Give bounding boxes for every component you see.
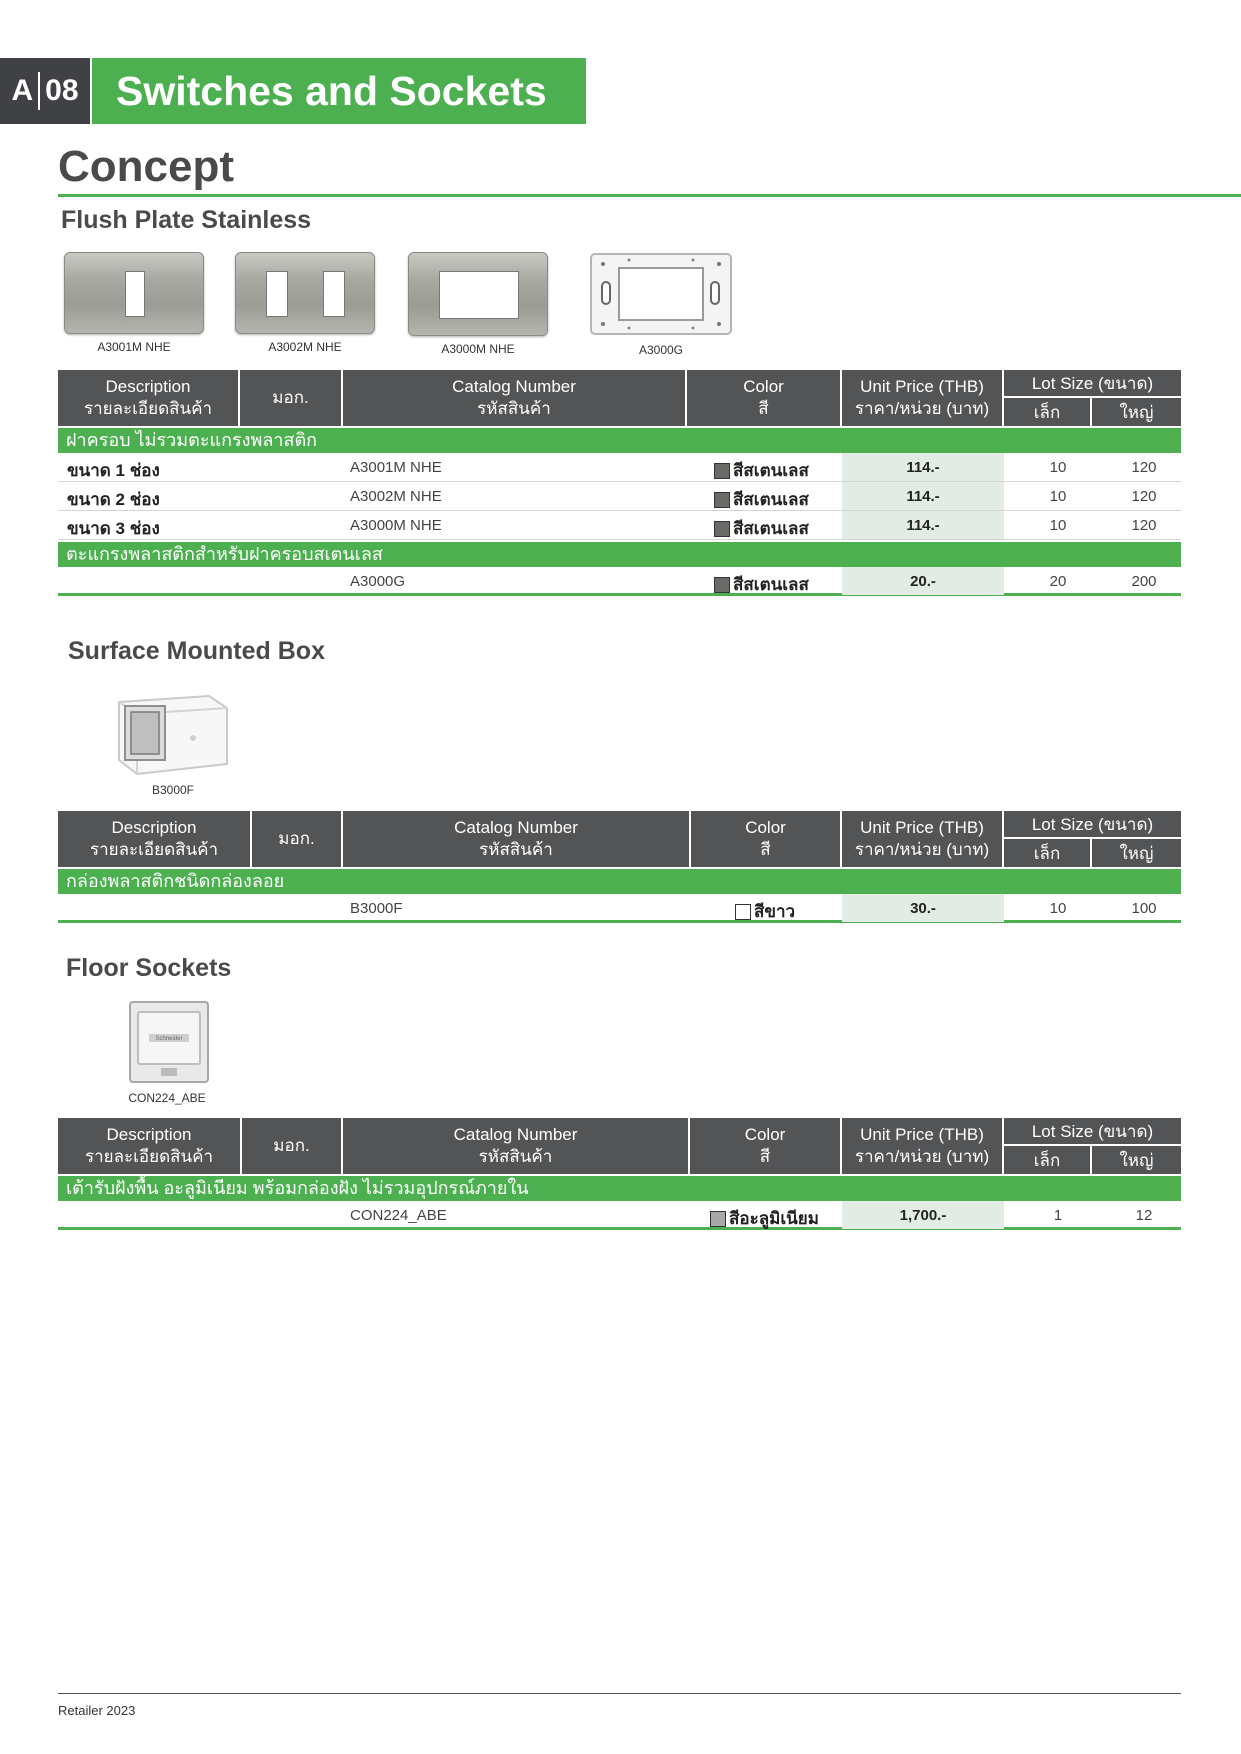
table-row <box>58 1201 1181 1230</box>
chapter-title: Switches and Sockets <box>92 58 586 124</box>
row-color: สีสเตนเลส <box>714 457 809 484</box>
row-lot-large: 200 <box>1131 573 1157 590</box>
row-catalog: A3000G <box>350 573 406 590</box>
section-title-surface-box: Surface Mounted Box <box>68 637 325 665</box>
row-price: 30.- <box>842 894 1004 922</box>
row-color: สีอะลูมิเนียม <box>710 1205 819 1232</box>
header-standard: มอก. <box>240 370 343 426</box>
color-swatch-icon <box>714 492 730 508</box>
page-title: Concept <box>58 142 234 191</box>
group-label: ตะแกรงพลาสติกสำหรับฝาครอบสเตนเลส <box>58 542 1181 567</box>
header-lot-small: เล็ก <box>1004 398 1092 426</box>
color-swatch-icon <box>714 463 730 479</box>
row-lot-small: 10 <box>1049 488 1067 505</box>
row-lot-large: 120 <box>1131 459 1157 476</box>
row-catalog: B3000F <box>350 900 403 917</box>
plate-2-gang-icon <box>235 252 375 334</box>
header-description: Description รายละเอียดสินค้า <box>58 811 252 867</box>
header-lot-large: ใหญ่ <box>1119 402 1154 422</box>
product-image-a3002m <box>235 252 375 354</box>
row-color: สีสเตนเลส <box>714 486 809 513</box>
floor-socket-icon <box>117 1000 217 1086</box>
table-header <box>58 811 1181 867</box>
row-description: ขนาด 1 ช่อง <box>67 461 160 480</box>
header-price: Unit Price (THB) ราคา/หน่วย (บาท) <box>842 1118 1004 1174</box>
header-lot-size: Lot Size (ขนาด) <box>1004 370 1181 398</box>
header-color: Color สี <box>691 811 842 867</box>
table-header <box>58 370 1181 426</box>
section-divider <box>38 72 40 110</box>
header-catalog: Catalog Number รหัสสินค้า <box>343 370 687 426</box>
plate-1-gang-icon <box>64 252 204 334</box>
row-lot-small: 20 <box>1049 573 1067 590</box>
row-lot-large: 12 <box>1135 1207 1153 1224</box>
row-price: 114.- <box>842 453 1004 481</box>
product-image-a3001m <box>64 252 204 354</box>
row-lot-large: 120 <box>1131 488 1157 505</box>
color-swatch-icon <box>735 904 751 920</box>
section-letter: A <box>11 74 34 107</box>
row-lot-small: 10 <box>1049 517 1067 534</box>
section-title-floor-sockets: Floor Sockets <box>66 954 232 982</box>
footer-label: Retailer 2023 <box>58 1703 136 1718</box>
header-lot-small: เล็ก <box>1004 839 1092 867</box>
row-lot-large: 100 <box>1131 900 1157 917</box>
header-lot-size: Lot Size (ขนาด) <box>1004 811 1181 839</box>
row-description: ขนาด 2 ช่อง <box>67 490 160 509</box>
table-row <box>58 453 1181 482</box>
color-swatch-icon <box>710 1211 726 1227</box>
header-color: Color สี <box>687 370 842 426</box>
table-row <box>58 894 1181 923</box>
header-lot-size: Lot Size (ขนาด) <box>1004 1118 1181 1146</box>
product-image-a3000g <box>589 252 733 357</box>
row-price: 1,700.- <box>842 1201 1004 1229</box>
surface-box-table <box>58 811 1181 923</box>
header-lot-large: ใหญ่ <box>1119 1150 1154 1170</box>
row-description: ขนาด 3 ช่อง <box>67 519 160 538</box>
section-number: 08 <box>45 74 79 107</box>
header-price: Unit Price (THB) ราคา/หน่วย (บาท) <box>842 370 1004 426</box>
color-swatch-icon <box>714 521 730 537</box>
image-caption: A3002M NHE <box>268 340 342 354</box>
header-standard: มอก. <box>242 1118 343 1174</box>
header-standard: มอก. <box>252 811 343 867</box>
row-price: 114.- <box>842 482 1004 510</box>
row-color: สีสเตนเลส <box>714 515 809 542</box>
table-row <box>58 511 1181 540</box>
row-catalog: A3001M NHE <box>350 459 442 476</box>
row-price: 114.- <box>842 511 1004 539</box>
header-description: Description รายละเอียดสินค้า <box>58 370 240 426</box>
table-row <box>58 482 1181 511</box>
group-label: กล่องพลาสติกชนิดกล่องลอย <box>58 869 1181 894</box>
header-catalog: Catalog Number รหัสสินค้า <box>343 811 691 867</box>
product-image-con224 <box>117 1000 217 1105</box>
svg-text:Schneider: Schneider <box>155 1036 183 1042</box>
row-catalog: CON224_ABE <box>350 1207 447 1224</box>
section-title-flush-plate: Flush Plate Stainless <box>61 206 312 234</box>
image-caption: A3000M NHE <box>441 342 515 356</box>
row-color: สีขาว <box>735 898 795 925</box>
floor-socket-table <box>58 1118 1181 1230</box>
title-divider <box>58 194 1241 197</box>
row-price: 20.- <box>842 567 1004 595</box>
surface-box-icon <box>113 692 233 778</box>
image-caption: A3000G <box>638 343 684 357</box>
section-code <box>0 58 90 124</box>
group-label: เต้ารับฝังพื้น อะลูมิเนียม พร้อมกล่องฝัง ไม่รวมอุปกรณ์ภายใน <box>58 1176 1181 1201</box>
row-catalog: A3002M NHE <box>350 488 442 505</box>
header-color: Color สี <box>690 1118 842 1174</box>
plastic-grid-icon <box>589 252 733 336</box>
image-caption: A3001M NHE <box>97 340 171 354</box>
table-row <box>58 567 1181 596</box>
flush-plate-table <box>58 370 1181 596</box>
row-catalog: A3000M NHE <box>350 517 442 534</box>
header-lot-small: เล็ก <box>1004 1146 1092 1174</box>
footer-divider <box>58 1693 1181 1694</box>
color-swatch-icon <box>714 577 730 593</box>
row-lot-small: 10 <box>1049 900 1067 917</box>
product-image-b3000f <box>113 692 233 797</box>
image-caption: B3000F <box>151 783 195 797</box>
row-lot-large: 120 <box>1131 517 1157 534</box>
header-catalog: Catalog Number รหัสสินค้า <box>343 1118 690 1174</box>
row-lot-small: 1 <box>1053 1207 1063 1224</box>
header-description: Description รายละเอียดสินค้า <box>58 1118 242 1174</box>
row-color: สีสเตนเลส <box>714 571 809 598</box>
table-header <box>58 1118 1181 1174</box>
row-lot-small: 10 <box>1049 459 1067 476</box>
product-image-a3000m <box>408 252 548 356</box>
header-price: Unit Price (THB) ราคา/หน่วย (บาท) <box>842 811 1004 867</box>
image-caption: CON224_ABE <box>128 1091 206 1105</box>
group-label: ฝาครอบ ไม่รวมตะแกรงพลาสติก <box>58 428 1181 453</box>
plate-3-gang-icon <box>408 252 548 336</box>
header-lot-large: ใหญ่ <box>1119 843 1154 863</box>
